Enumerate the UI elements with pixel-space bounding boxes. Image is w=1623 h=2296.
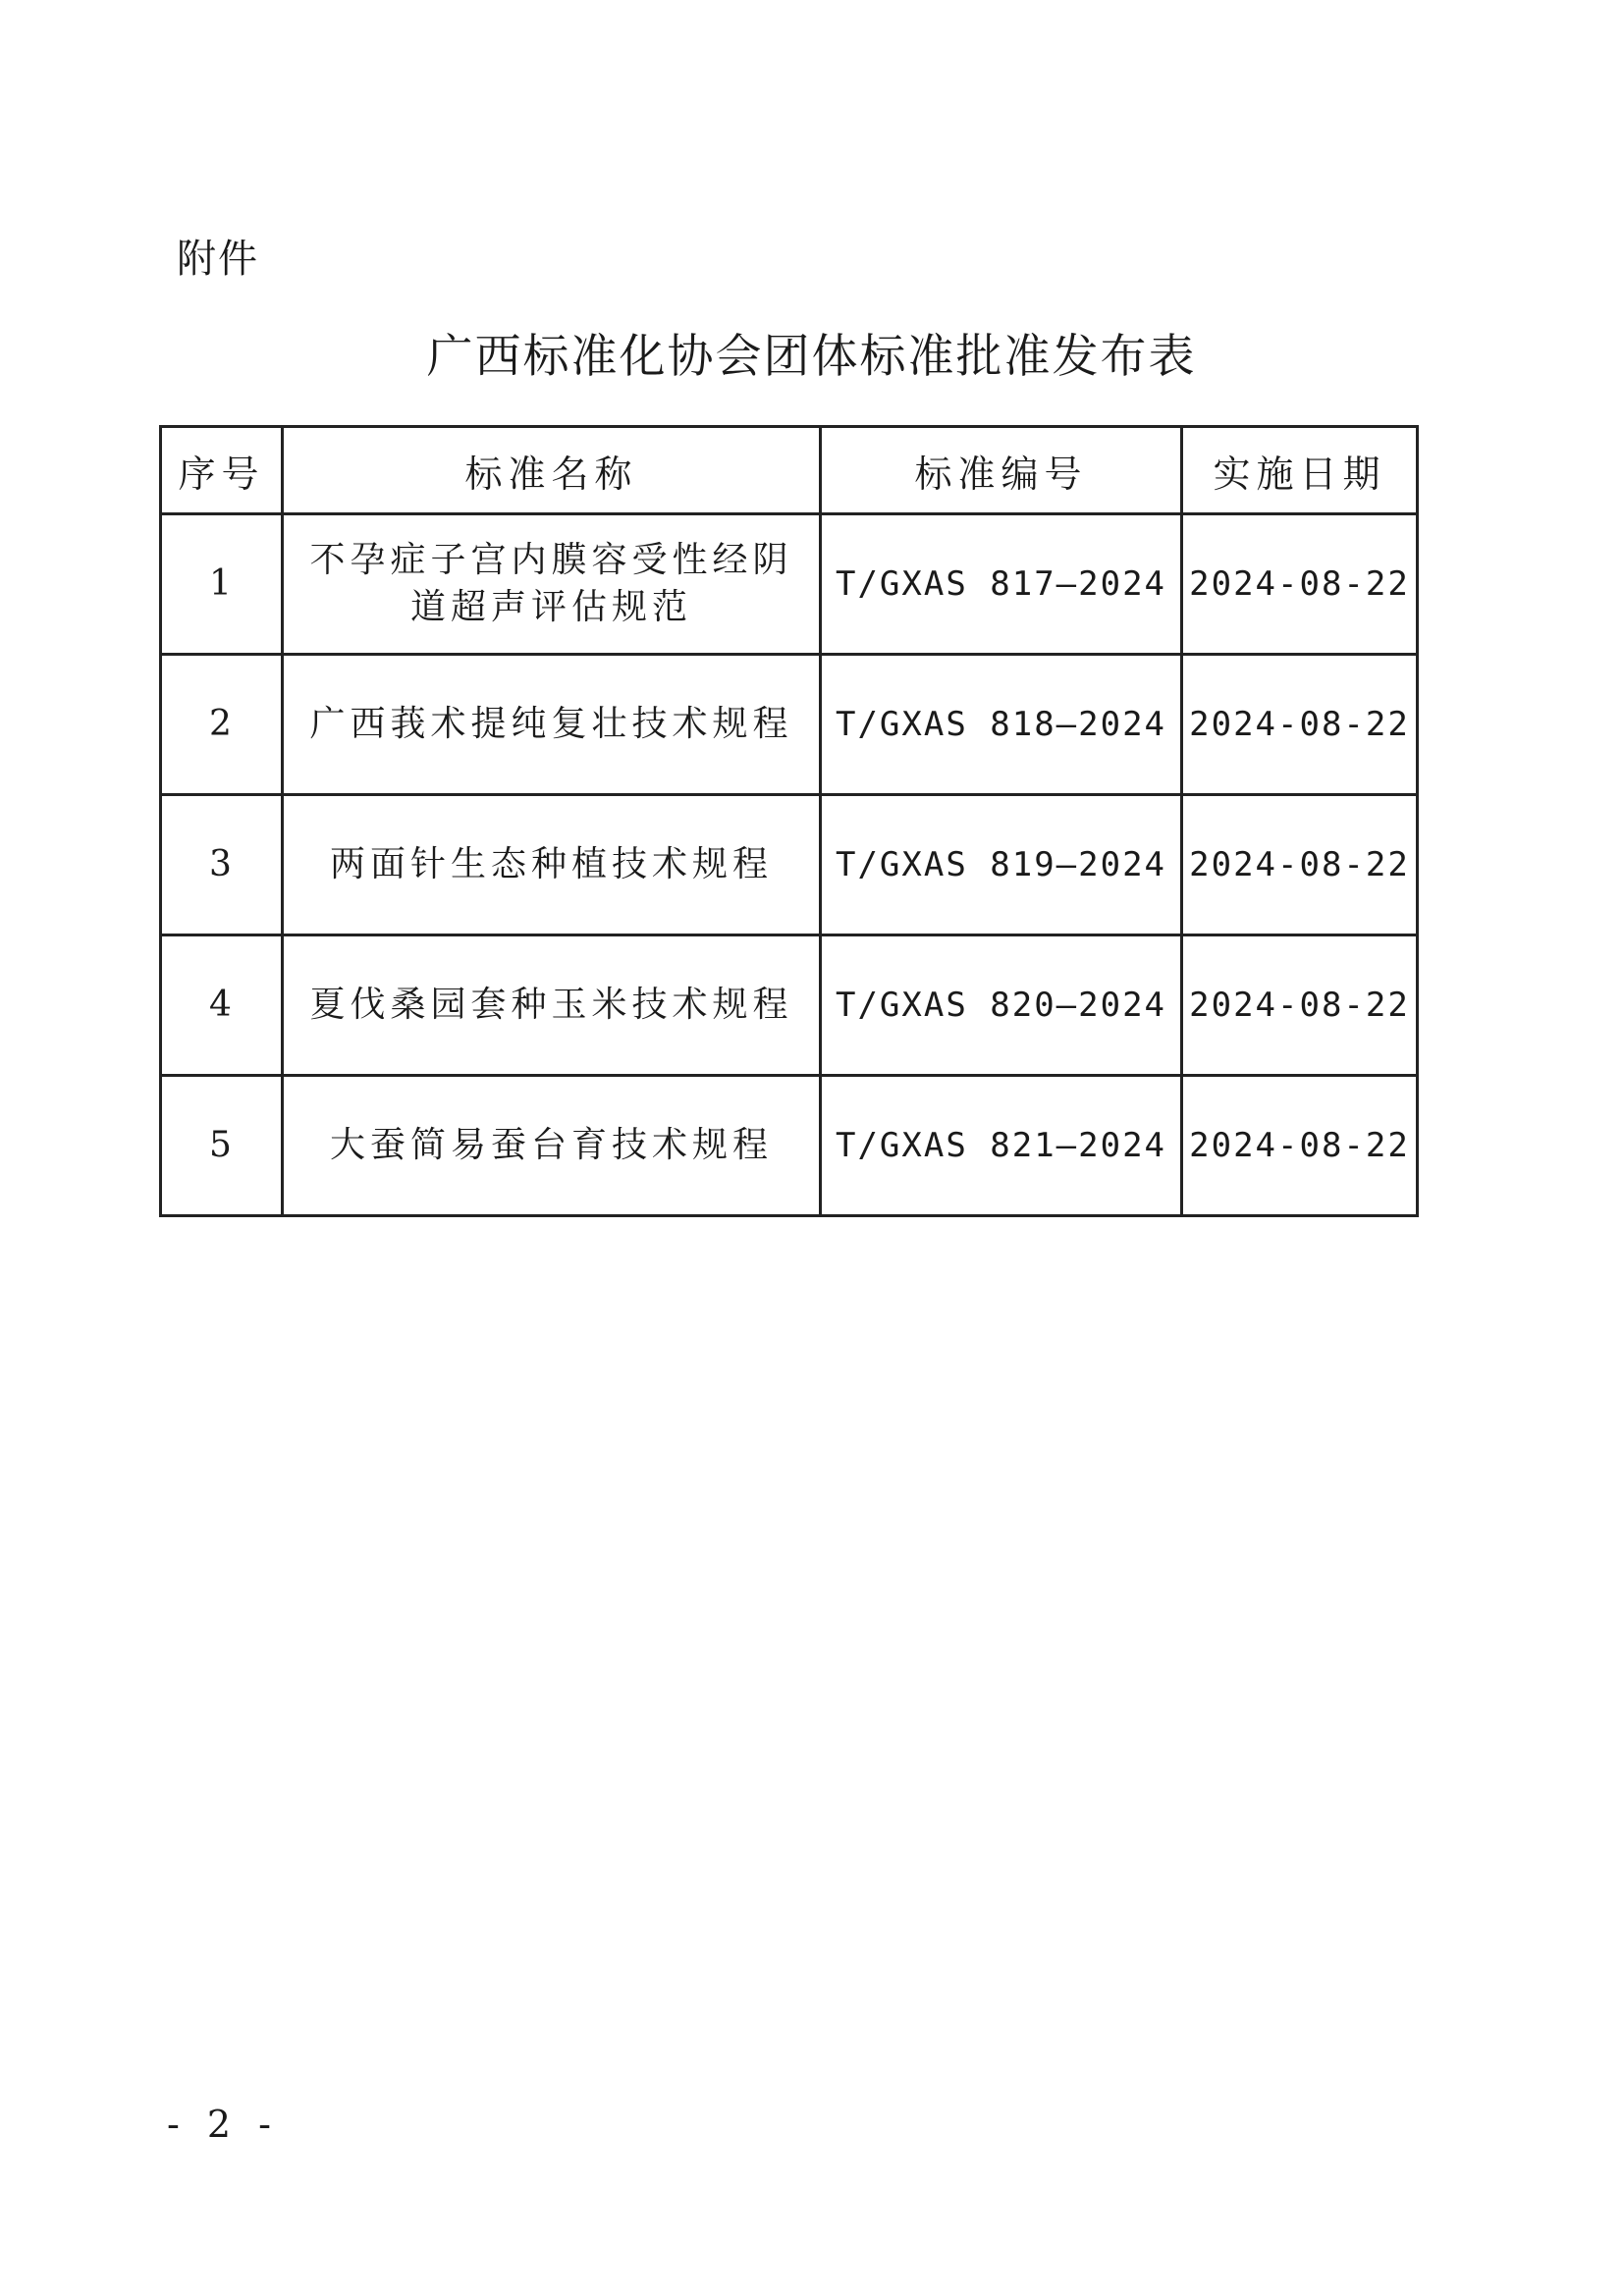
standard-name: 广西莪术提纯复壮技术规程: [283, 655, 821, 795]
document-title: 广西标准化协会团体标准批准发布表: [426, 330, 1197, 384]
row-number: 1: [161, 514, 283, 655]
table-header-row: [161, 427, 1418, 514]
column-header-date: 实施日期: [1182, 427, 1418, 514]
row-number: 4: [161, 935, 283, 1076]
implementation-date: 2024-08-22: [1182, 935, 1418, 1076]
page-number: - 2 -: [167, 2103, 280, 2146]
attachment-label: 附件: [177, 237, 259, 282]
implementation-date: 2024-08-22: [1182, 514, 1418, 655]
table-row: [161, 514, 1418, 655]
row-number: 3: [161, 795, 283, 935]
standard-name: 不孕症子宫内膜容受性经阴道超声评估规范: [283, 514, 821, 655]
standard-code: T/GXAS 820—2024: [821, 935, 1182, 1076]
column-header-code: 标准编号: [821, 427, 1182, 514]
table-row: [161, 795, 1418, 935]
table-row: [161, 1076, 1418, 1216]
standard-code: T/GXAS 821—2024: [821, 1076, 1182, 1216]
standards-table: [159, 425, 1419, 1217]
implementation-date: 2024-08-22: [1182, 795, 1418, 935]
table-row: [161, 935, 1418, 1076]
standard-code: T/GXAS 819—2024: [821, 795, 1182, 935]
implementation-date: 2024-08-22: [1182, 655, 1418, 795]
standard-name: 两面针生态种植技术规程: [283, 795, 821, 935]
standard-name: 夏伐桑园套种玉米技术规程: [283, 935, 821, 1076]
standard-code: T/GXAS 817—2024: [821, 514, 1182, 655]
column-header-name: 标准名称: [283, 427, 821, 514]
implementation-date: 2024-08-22: [1182, 1076, 1418, 1216]
table-row: [161, 655, 1418, 795]
standard-code: T/GXAS 818—2024: [821, 655, 1182, 795]
row-number: 5: [161, 1076, 283, 1216]
standard-name: 大蚕简易蚕台育技术规程: [283, 1076, 821, 1216]
row-number: 2: [161, 655, 283, 795]
column-header-no: 序号: [161, 427, 283, 514]
